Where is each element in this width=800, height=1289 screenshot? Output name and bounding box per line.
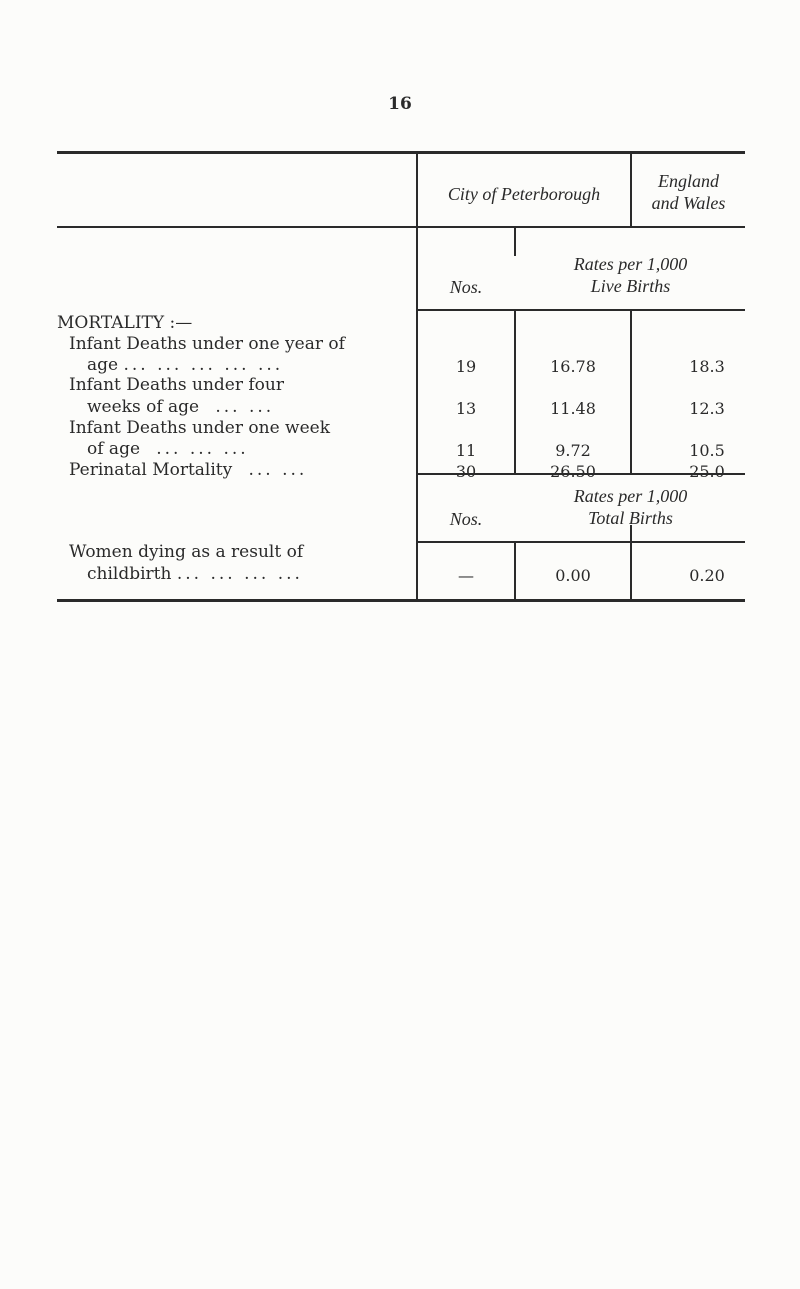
row-label-text: age (87, 355, 119, 375)
row-infant-deaths-one-week-line1: Infant Deaths under one week (69, 418, 331, 438)
header-rule (57, 226, 745, 228)
subheader-rule-2b (417, 541, 745, 543)
column-divider-3c (630, 525, 632, 600)
row-infant-deaths-year-line1: Infant Deaths under one year of (69, 334, 345, 354)
leader-dots: ... ... ... ... ... (123, 355, 284, 375)
cell-city-rate: 9.72 (555, 441, 591, 460)
leader-dots: ... ... ... ... (176, 564, 303, 584)
page-number: 16 (388, 94, 412, 114)
cell-england-rate: 25.0 (689, 462, 725, 481)
subheader-rates-2-line1: Rates per 1,000 (573, 486, 688, 506)
section-label-mortality: MORTALITY :— (57, 313, 193, 333)
header-city: City of Peterborough (447, 184, 601, 204)
cell-city-rate: 26.50 (550, 462, 596, 481)
cell-nos: 30 (455, 462, 477, 481)
cell-england-rate: 10.5 (689, 441, 725, 460)
cell-england-rate: 12.3 (689, 399, 725, 418)
cell-city-rate: 16.78 (550, 357, 596, 376)
column-divider-2 (514, 226, 516, 256)
cell-nos: — (458, 566, 474, 585)
subheader-rates-1-line2: Live Births (590, 276, 671, 296)
row-infant-deaths-one-week-line2 (87, 439, 249, 459)
row-infant-deaths-four-weeks-line2 (87, 397, 274, 417)
cell-nos: 13 (455, 399, 477, 418)
subheader-nos-1: Nos. (449, 277, 483, 297)
row-perinatal-mortality (69, 460, 307, 480)
subheader-rates-1-line1: Rates per 1,000 (573, 254, 688, 274)
bottom-rule (57, 599, 745, 602)
header-england-line2: and Wales (651, 193, 726, 213)
subheader-rule-1 (417, 309, 745, 311)
leader-dots: ... ... ... (156, 439, 249, 459)
row-label-text: weeks of age (87, 397, 200, 417)
cell-nos: 19 (455, 357, 477, 376)
subheader-rates-2-line2: Total Births (588, 508, 673, 528)
header-england-line1: England (658, 171, 719, 191)
row-label-text: childbirth (87, 564, 172, 584)
top-rule (57, 151, 745, 154)
cell-england-rate: 18.3 (689, 357, 725, 376)
cell-england-rate: 0.20 (689, 566, 725, 585)
row-infant-deaths-year-line2 (87, 355, 283, 375)
cell-nos: 11 (455, 441, 477, 460)
subheader-nos-2: Nos. (449, 509, 483, 529)
cell-city-rate: 0.00 (555, 566, 591, 585)
leader-dots: ... ... (215, 397, 275, 417)
row-infant-deaths-four-weeks-line1: Infant Deaths under four (69, 375, 284, 395)
cell-city-rate: 11.48 (550, 399, 596, 418)
row-label-text: of age (87, 439, 141, 459)
row-women-dying-line1: Women dying as a result of (69, 542, 304, 562)
leader-dots: ... ... (248, 460, 308, 480)
row-women-dying-line2 (87, 564, 303, 584)
row-label-text: Perinatal Mortality (69, 460, 233, 480)
